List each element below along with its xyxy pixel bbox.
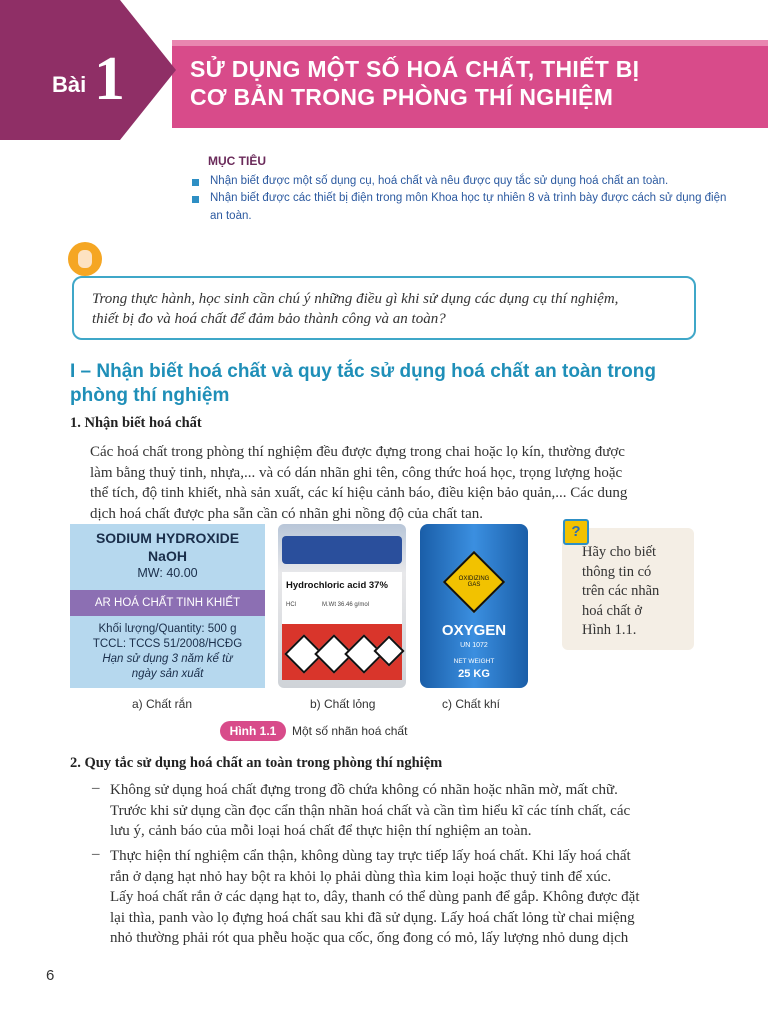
question-line: thiết bị đo và hoá chất để đảm bảo thành công và an toàn?	[92, 311, 446, 327]
lesson-label: Bài	[52, 72, 87, 97]
sidebox-line: trên các nhãn	[582, 583, 660, 599]
label-expiry: Hạn sử dụng 3 năm kể từ	[102, 653, 233, 665]
objectives-heading: MỤC TIÊU	[208, 154, 266, 168]
label-quantity: Khối lượng/Quantity: 500 g	[98, 623, 237, 635]
caption-liquid: b) Chất lỏng	[310, 697, 376, 711]
figure-badge: Hình 1.1	[220, 721, 286, 741]
section-heading	[70, 360, 710, 408]
lesson-number: 1	[94, 45, 125, 113]
section-heading-line2: phòng thí nghiệm	[70, 385, 230, 406]
finger-icon	[78, 250, 92, 268]
chemical-formula: NaOH	[148, 548, 187, 564]
rule-line: Thực hiện thí nghiệm cẩn thận, không dùng tay trực tiếp lấy hoá chất. Khi lấy hoá chất	[110, 848, 631, 864]
label-details	[70, 622, 265, 682]
caption-solid: a) Chất rắn	[132, 697, 193, 711]
sidebox-line: Hãy cho biết	[582, 544, 657, 560]
sidebox-line: thông tin có	[582, 563, 652, 580]
liquid-chemical-label	[282, 572, 402, 624]
paragraph-line: dịch hoá chất được pha sẵn cần có nhãn ghi nồng độ của chất tan.	[90, 505, 484, 522]
gas-weight-label: NET WEIGHT	[453, 658, 495, 665]
page-number: 6	[46, 967, 55, 984]
rule-line: Trước khi sử dụng cần đọc cẩn thận nhãn hoá chất và cần tìm hiểu kĩ các tính chất, các	[110, 802, 631, 819]
warmup-question-text	[92, 289, 682, 329]
dash-marker: –	[92, 780, 100, 796]
chemical-name: SODIUM HYDROXIDE	[95, 530, 240, 546]
diamond-text	[420, 576, 528, 588]
rule-item	[110, 780, 695, 842]
gas-name: OXYGEN	[441, 622, 507, 639]
bottle-cap	[282, 536, 402, 564]
objective-item: Nhận biết được một số dụng cụ, hoá chất và nêu được quy tắc sử dụng hoá chất an toàn.	[210, 175, 669, 187]
figure-caption: Một số nhãn hoá chất	[292, 724, 408, 738]
liquid-name: Hydrochloric acid 37%	[286, 580, 388, 591]
rule-line: Không sử dụng hoá chất đựng trong đồ chứa không có nhãn hoặc nhãn mờ, mất chữ.	[110, 782, 618, 798]
liquid-mw: M.Wt 36.46 g/mol	[322, 602, 370, 608]
bullet-icon	[192, 179, 199, 186]
subsection-heading: 2. Quy tắc sử dụng hoá chất an toàn trong phòng thí nghiệm	[70, 755, 443, 771]
question-sidebox-text	[582, 543, 674, 641]
paragraph	[90, 442, 695, 524]
objective-item-continued: an toàn.	[210, 210, 252, 222]
rule-item	[110, 846, 695, 949]
lesson-title-line1: SỬ DỤNG MỘT SỐ HOÁ CHẤT, THIẾT BỊ	[190, 56, 640, 82]
rule-line: lại thìa, panh vào lọ đựng hoá chất sau khi đã sử dụng. Lấy hoá chất lỏng từ chai miệng	[110, 909, 635, 926]
liquid-code: HCl	[286, 602, 296, 608]
purity-grade: AR HOÁ CHẤT TINH KHIẾT	[94, 597, 241, 609]
label-expiry: ngày sản xuất	[131, 668, 204, 680]
section-heading-line1: I – Nhận biết hoá chất và quy tắc sử dụng hoá chất an toàn trong	[70, 361, 656, 382]
caption-gas: c) Chất khí	[442, 697, 501, 711]
title-banner-highlight	[172, 40, 768, 46]
rule-line: rắn ở dạng hạt nhỏ hay bột ra khỏi lọ phải dùng thìa kim loại hoặc thuỷ tinh để xúc.	[110, 868, 612, 885]
molecular-weight: MW: 40.00	[137, 566, 198, 580]
rule-line: Lấy hoá chất rắn ở các dạng hạt to, dây, thanh có thể dùng panh để gắp. Không được đặt	[110, 889, 640, 905]
question-icon: ?	[563, 519, 589, 545]
paragraph-line: thể tích, độ tinh khiết, nhà sản xuất, các kí hiệu cảnh báo, điều kiện bảo quản,... Các dung	[90, 485, 628, 501]
gas-un: UN 1072	[460, 642, 488, 649]
purity-band	[70, 590, 265, 616]
objective-item: Nhận biết được các thiết bị điện trong môn Khoa học tự nhiên 8 và trình bày được cách sử dụng điện	[210, 192, 727, 204]
rule-line: nhỏ thường phải rót qua phễu hoặc qua cốc, ống đong có mỏ, lấy lượng nhỏ dung dịch	[110, 930, 629, 946]
diamond-line: OXIDIZING	[458, 576, 490, 582]
lesson-hexagon	[0, 0, 176, 140]
rule-line: lưu ý, cảnh báo của mỗi loại hoá chất để thực hiện thí nghiệm an toàn.	[110, 823, 532, 839]
question-line: Trong thực hành, học sinh cần chú ý những điều gì khi sử dụng các dụng cụ thí nghiệm,	[92, 291, 619, 307]
gas-weight: 25 KG	[458, 668, 490, 680]
sidebox-line: Hình 1.1.	[582, 622, 637, 638]
subsection-heading: 1. Nhận biết hoá chất	[70, 415, 202, 431]
paragraph-line: làm bằng thuỷ tinh, nhựa,... và có dán nhãn ghi tên, công thức hoá học, trọng lượng hoặc	[90, 464, 623, 481]
lesson-title-line2: CƠ BẢN TRONG PHÒNG THÍ NGHIỆM	[190, 84, 614, 110]
bullet-icon	[192, 196, 199, 203]
dash-marker: –	[92, 846, 100, 862]
sidebox-line: hoá chất ở	[582, 602, 643, 619]
diamond-line: GAS	[467, 582, 481, 588]
label-standard: TCCL: TCCS 51/2008/HCĐG	[92, 638, 243, 650]
paragraph-line: Các hoá chất trong phòng thí nghiệm đều được đựng trong chai hoặc lọ kín, thường được	[90, 444, 625, 460]
